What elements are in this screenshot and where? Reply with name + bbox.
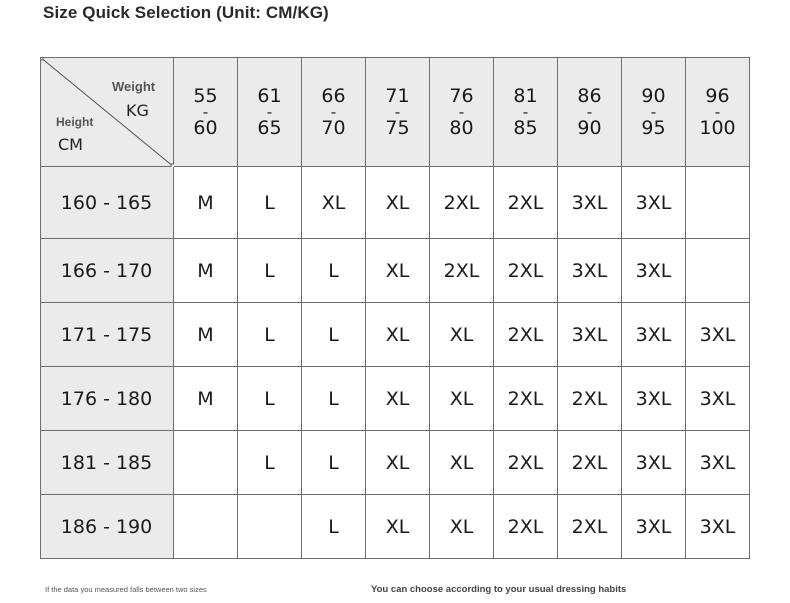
height-range: 176 - 180 [60, 387, 153, 410]
size-cell [302, 239, 366, 303]
size-cell [622, 367, 686, 431]
weight-range-dash: - [650, 102, 657, 121]
size-cell [174, 367, 238, 431]
size-value: M [197, 259, 214, 282]
size-value: 2XL [443, 191, 480, 214]
size-value: 2XL [507, 191, 544, 214]
size-cell [430, 495, 494, 559]
height-row-header [40, 431, 174, 495]
size-cell [558, 239, 622, 303]
size-cell [686, 167, 750, 239]
size-cell [174, 303, 238, 367]
weight-column-header [686, 57, 750, 167]
weight-range-start: 76 [449, 84, 474, 107]
weight-unit: KG [126, 101, 149, 120]
size-cell [174, 495, 238, 559]
size-cell [366, 367, 430, 431]
size-value: L [328, 451, 339, 474]
size-value: L [264, 451, 275, 474]
size-cell [622, 239, 686, 303]
size-cell [238, 495, 302, 559]
weight-range-end: 90 [577, 116, 602, 139]
weight-range-dash: - [330, 102, 337, 121]
size-cell [622, 431, 686, 495]
size-value: L [264, 323, 275, 346]
height-range: 186 - 190 [60, 515, 153, 538]
size-cell [494, 239, 558, 303]
weight-range-start: 90 [641, 84, 666, 107]
height-label: Height [56, 115, 94, 129]
size-value: XL [385, 323, 410, 346]
weight-range-dash: - [522, 102, 529, 121]
size-value: 2XL [507, 451, 544, 474]
size-cell [622, 303, 686, 367]
height-row-header [40, 303, 174, 367]
size-cell [494, 431, 558, 495]
size-value: L [264, 259, 275, 282]
size-value: 2XL [571, 387, 608, 410]
weight-range-dash: - [394, 102, 401, 121]
size-cell [430, 303, 494, 367]
size-cell [686, 239, 750, 303]
size-cell [686, 367, 750, 431]
size-cell [174, 431, 238, 495]
size-value: M [197, 387, 214, 410]
weight-range-start: 66 [321, 84, 346, 107]
weight-column-header [174, 57, 238, 167]
size-value: 2XL [507, 259, 544, 282]
size-cell [430, 431, 494, 495]
size-value: 2XL [443, 259, 480, 282]
size-value: M [197, 191, 214, 214]
height-range: 160 - 165 [60, 191, 153, 214]
size-cell [302, 495, 366, 559]
size-cell [238, 431, 302, 495]
weight-column-header [302, 57, 366, 167]
size-cell [302, 167, 366, 239]
size-cell [302, 431, 366, 495]
weight-column-header [366, 57, 430, 167]
size-cell [366, 495, 430, 559]
weight-range-start: 61 [257, 84, 282, 107]
size-cell [430, 367, 494, 431]
size-cell [302, 303, 366, 367]
size-value: 2XL [507, 323, 544, 346]
weight-range-end: 95 [641, 116, 666, 139]
weight-column-header [430, 57, 494, 167]
size-value: L [328, 323, 339, 346]
size-cell [430, 239, 494, 303]
size-value: 3XL [635, 323, 672, 346]
size-value: L [328, 515, 339, 538]
size-value: 3XL [571, 259, 608, 282]
size-cell [558, 367, 622, 431]
size-value: 3XL [635, 387, 672, 410]
size-value: XL [385, 387, 410, 410]
height-unit: CM [58, 135, 83, 154]
weight-range-dash: - [202, 102, 209, 121]
size-value: XL [449, 387, 474, 410]
size-cell [494, 367, 558, 431]
weight-range-start: 86 [577, 84, 602, 107]
page-title: Size Quick Selection (Unit: CM/KG) [43, 3, 329, 22]
size-value: 3XL [635, 191, 672, 214]
size-value: L [328, 387, 339, 410]
size-cell [686, 431, 750, 495]
weight-range-end: 65 [257, 116, 282, 139]
size-value: 2XL [507, 515, 544, 538]
size-value: XL [385, 515, 410, 538]
size-value: 2XL [507, 387, 544, 410]
size-value: 3XL [571, 323, 608, 346]
size-value: 3XL [571, 191, 608, 214]
note-between-sizes: If the data you measured falls between two sizes [45, 585, 207, 594]
corner-header-cell [40, 57, 174, 167]
size-value: XL [385, 191, 410, 214]
size-value: 3XL [699, 387, 736, 410]
size-value: L [264, 387, 275, 410]
size-value: 3XL [635, 259, 672, 282]
size-cell [558, 167, 622, 239]
weight-range-end: 100 [699, 116, 736, 139]
weight-range-start: 81 [513, 84, 538, 107]
size-cell [558, 303, 622, 367]
size-cell [238, 303, 302, 367]
weight-label: Weight [112, 79, 156, 94]
size-cell [558, 431, 622, 495]
weight-column-header [238, 57, 302, 167]
weight-range-start: 96 [705, 84, 730, 107]
size-cell [366, 431, 430, 495]
note-dressing-habits: You can choose according to your usual dressing habits [371, 584, 627, 595]
size-cell [686, 495, 750, 559]
size-cell [366, 239, 430, 303]
size-cell [686, 303, 750, 367]
size-cell [238, 367, 302, 431]
size-value: XL [449, 515, 474, 538]
height-range: 181 - 185 [60, 451, 153, 474]
height-row-header [40, 367, 174, 431]
weight-range-end: 85 [513, 116, 538, 139]
weight-range-start: 71 [385, 84, 410, 107]
size-cell [494, 167, 558, 239]
size-cell [622, 167, 686, 239]
weight-range-end: 60 [193, 116, 218, 139]
weight-range-dash: - [458, 102, 465, 121]
weight-range-dash: - [714, 102, 721, 121]
size-value: 3XL [635, 515, 672, 538]
weight-range-end: 75 [385, 116, 410, 139]
size-cell [622, 495, 686, 559]
size-value: XL [449, 451, 474, 474]
weight-column-header [494, 57, 558, 167]
size-cell [238, 239, 302, 303]
size-value: XL [449, 323, 474, 346]
weight-range-dash: - [266, 102, 273, 121]
size-chart-table [40, 57, 750, 559]
size-cell [174, 167, 238, 239]
weight-column-header [622, 57, 686, 167]
height-range: 166 - 170 [60, 259, 153, 282]
height-row-header [40, 167, 174, 239]
size-value: L [264, 191, 275, 214]
size-value: 2XL [571, 515, 608, 538]
height-row-header [40, 239, 174, 303]
size-value: 3XL [635, 451, 672, 474]
weight-range-start: 55 [193, 84, 218, 107]
size-cell [494, 303, 558, 367]
size-value: XL [321, 191, 346, 214]
size-cell [238, 167, 302, 239]
size-cell [558, 495, 622, 559]
size-cell [174, 239, 238, 303]
size-value: 2XL [571, 451, 608, 474]
weight-range-end: 80 [449, 116, 474, 139]
weight-column-header [558, 57, 622, 167]
size-cell [366, 303, 430, 367]
size-cell [366, 167, 430, 239]
size-cell [302, 367, 366, 431]
size-cell [494, 495, 558, 559]
height-row-header [40, 495, 174, 559]
size-cell [430, 167, 494, 239]
weight-range-dash: - [586, 102, 593, 121]
size-value: XL [385, 259, 410, 282]
size-value: 3XL [699, 451, 736, 474]
size-value: M [197, 323, 214, 346]
weight-range-end: 70 [321, 116, 346, 139]
size-value: L [328, 259, 339, 282]
size-value: 3XL [699, 515, 736, 538]
size-value: 3XL [699, 323, 736, 346]
height-range: 171 - 175 [60, 323, 153, 346]
size-value: XL [385, 451, 410, 474]
